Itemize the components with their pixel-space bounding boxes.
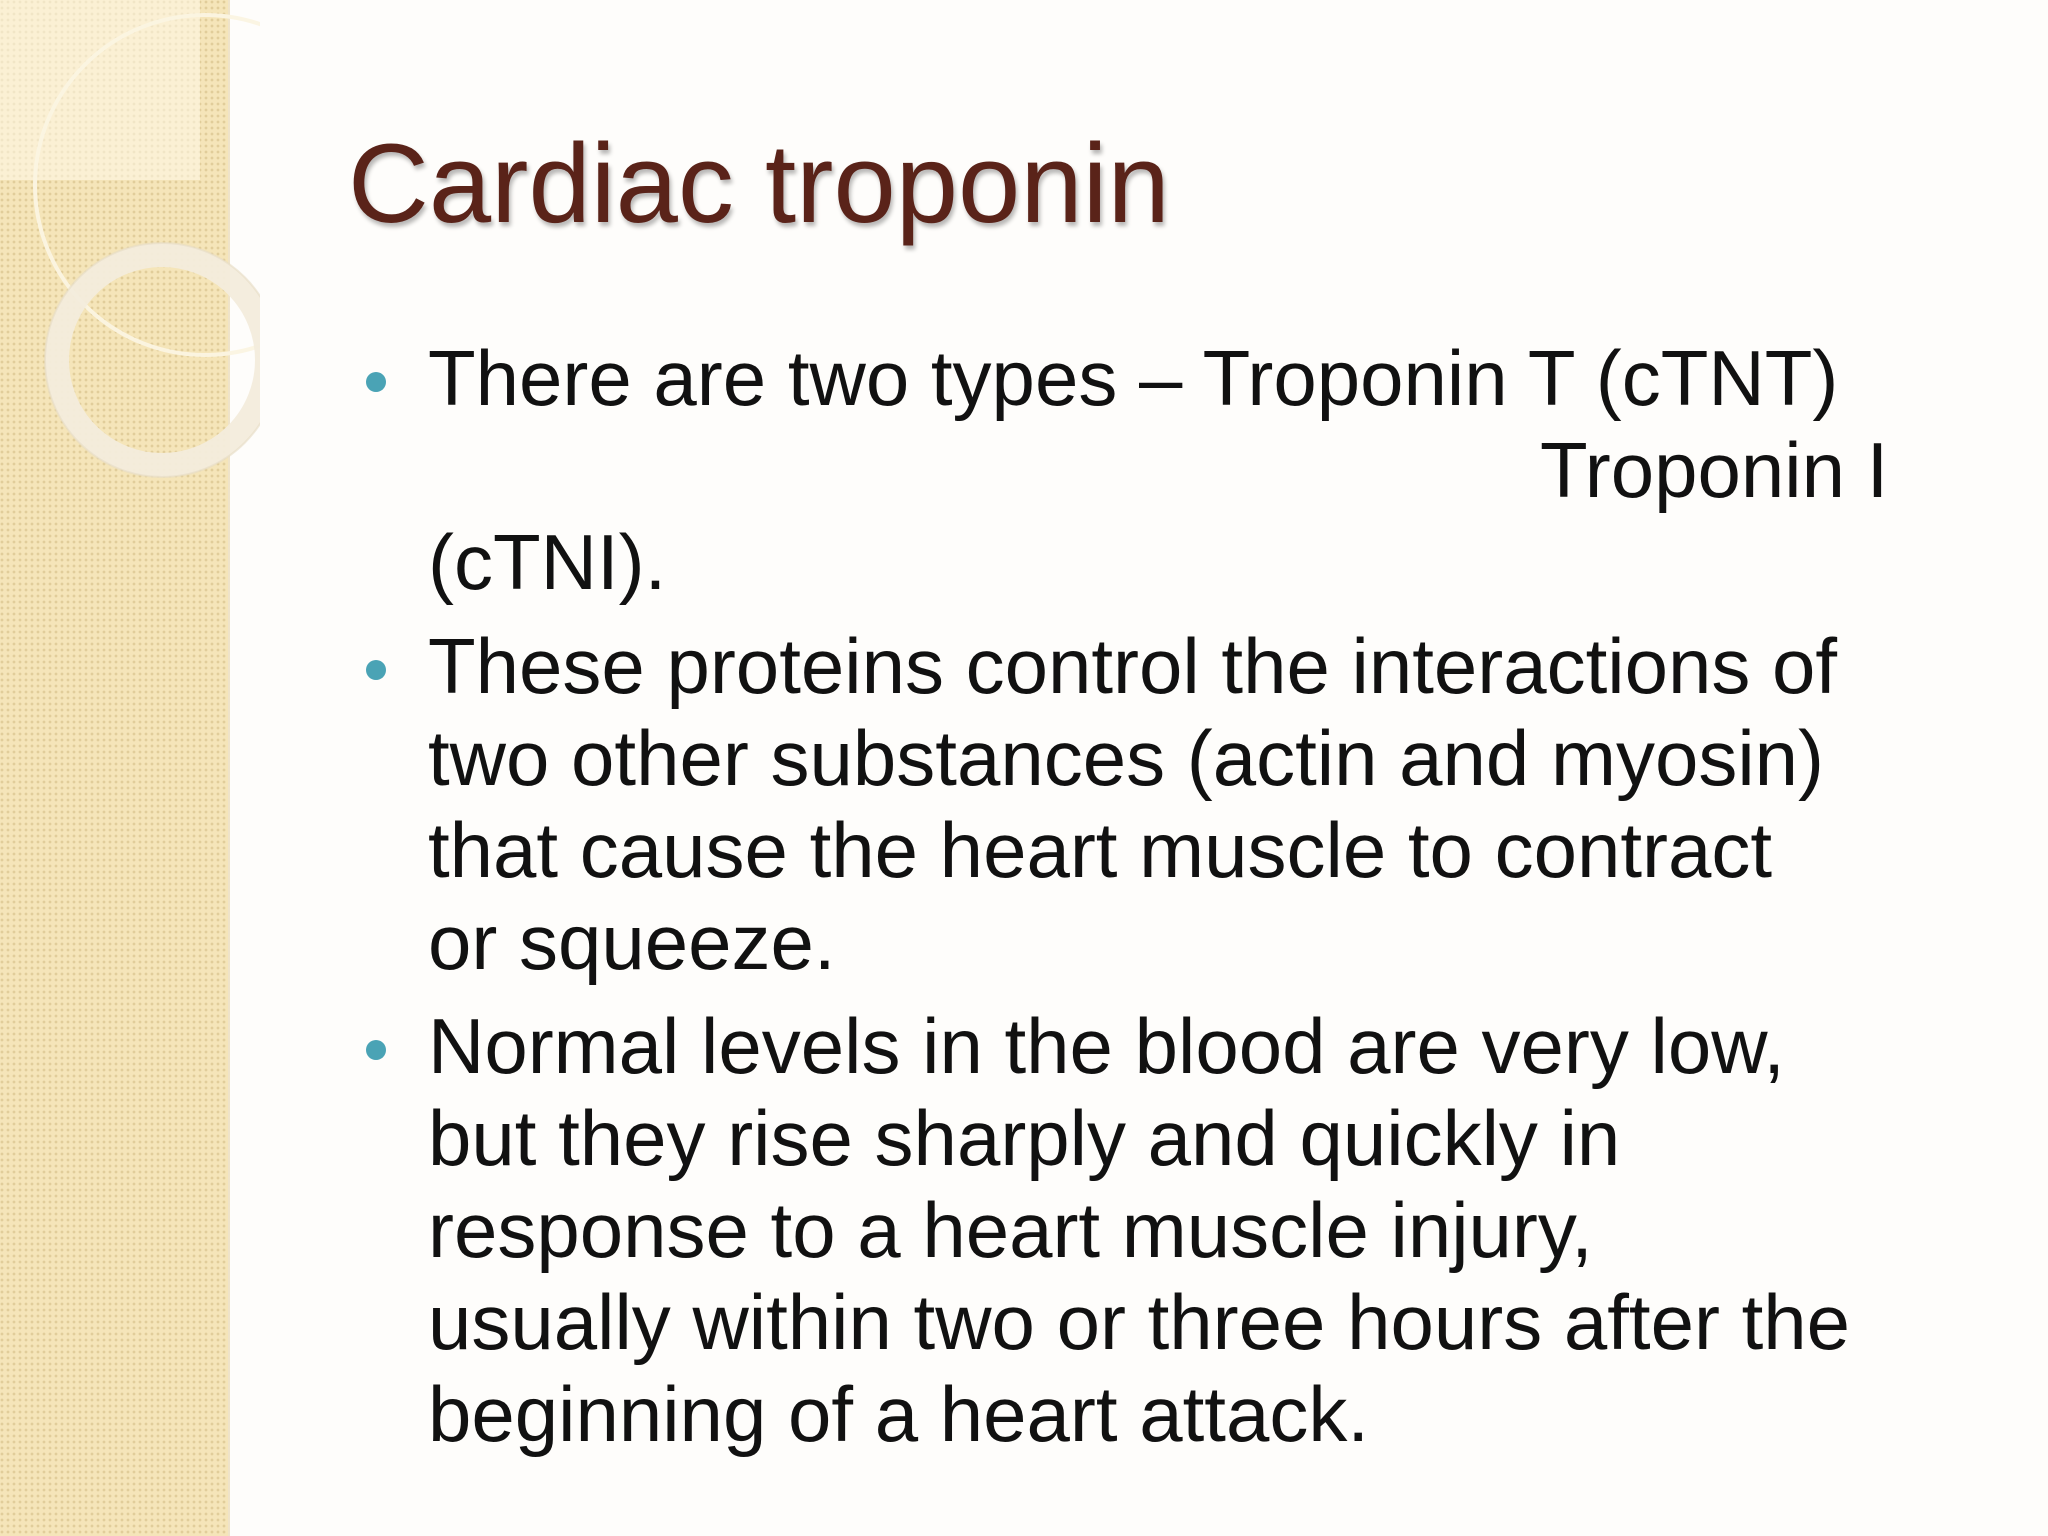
bullet-line: but they rise sharply and quickly in [428,1094,1621,1182]
bullet-line: two other substances (actin and myosin) [428,714,1825,802]
bullet-item-troponin-types [428,332,1998,608]
bullet-dot-icon [366,372,386,392]
decorative-rings [0,0,260,520]
bullet-line: that cause the heart muscle to contract [428,806,1773,894]
bullet-line: or squeeze. [428,898,836,986]
decorative-ring-small [57,255,260,465]
bullet-line: beginning of a heart attack. [428,1370,1369,1458]
bullet-line: usually within two or three hours after the [428,1278,1851,1366]
bullet-item-protein-function [428,620,1998,988]
bullet-line: These proteins control the interactions of [428,622,1838,710]
bullet-line: (cTNI). [428,518,667,606]
bullet-line: Normal levels in the blood are very low, [428,1002,1785,1090]
bullet-line: response to a heart muscle injury, [428,1186,1593,1274]
bullet-dot-icon [366,1040,386,1060]
bullet-dot-icon [366,660,386,680]
bullet-line: Troponin I [1540,426,1889,514]
bullet-line: There are two types – Troponin T (cTNT) [428,334,1839,422]
bullet-list [428,332,1998,1472]
bullet-item-blood-levels [428,1000,1998,1460]
slide-title: Cardiac troponin [348,121,1170,246]
